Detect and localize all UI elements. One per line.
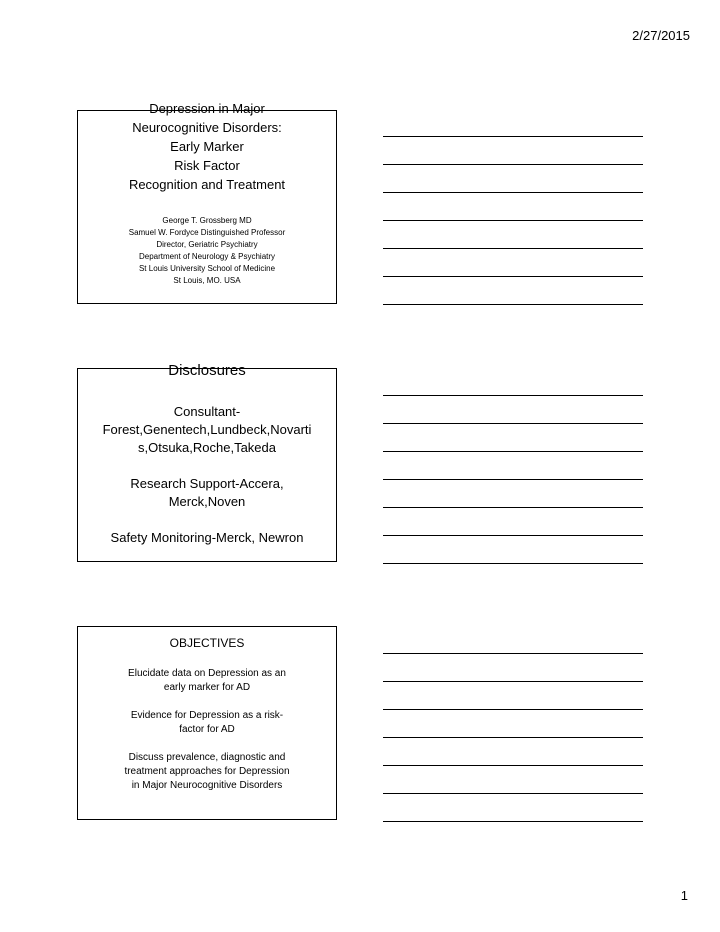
author-line: Director, Geriatric Psychiatry <box>156 240 258 249</box>
note-line <box>383 192 643 193</box>
research-line: Merck,Noven <box>168 494 246 509</box>
note-line <box>383 220 643 221</box>
note-line <box>383 248 643 249</box>
objective-line: treatment approaches for Depression <box>124 766 290 777</box>
note-line <box>383 276 643 277</box>
safety-line: Safety Monitoring-Merck, Newron <box>110 530 304 545</box>
author-line: St Louis, MO. USA <box>173 276 241 285</box>
spacer <box>98 737 316 751</box>
page-number: 1 <box>680 888 688 903</box>
note-line <box>383 304 643 305</box>
spacer <box>80 457 334 475</box>
note-line <box>383 507 643 508</box>
note-line <box>383 535 643 536</box>
note-line <box>383 164 643 165</box>
slide-2-body <box>80 403 334 547</box>
note-line <box>383 765 643 766</box>
note-line <box>383 737 643 738</box>
objective-line: Discuss prevalence, diagnostic and <box>128 752 286 763</box>
slide-2-disclosures <box>77 362 337 562</box>
slide-1-title-line: Recognition and Treatment <box>128 177 286 192</box>
slide-2-heading: Disclosures <box>168 362 246 379</box>
objective-line: Elucidate data on Depression as an <box>128 668 286 679</box>
slide-1-title <box>77 101 337 304</box>
note-line <box>383 821 643 822</box>
author-line: St Louis University School of Medicine <box>138 264 276 273</box>
slide-3-heading: OBJECTIVES <box>169 636 245 650</box>
slide-3-body <box>98 667 316 793</box>
consultant-line: Forest,Genentech,Lundbeck,Novarti <box>102 422 312 437</box>
note-line <box>383 653 643 654</box>
slide-3-objectives <box>77 626 337 820</box>
objective-line: Evidence for Depression as a risk- <box>130 710 284 721</box>
spacer <box>80 511 334 529</box>
slide-1-title-line: Risk Factor <box>174 158 240 173</box>
note-line <box>383 395 643 396</box>
note-line <box>383 479 643 480</box>
print-date: 2/27/2015 <box>632 28 690 43</box>
objective-line: in Major Neurocognitive Disorders <box>131 780 283 791</box>
note-line <box>383 793 643 794</box>
slide-1-title-line: Neurocognitive Disorders: <box>132 120 282 135</box>
research-line: Research Support-Accera, <box>130 476 284 491</box>
note-line <box>383 451 643 452</box>
consultant-line: s,Otsuka,Roche,Takeda <box>137 440 277 455</box>
slide-1-author-block <box>78 215 336 287</box>
note-line <box>383 563 643 564</box>
spacer <box>98 695 316 709</box>
author-line: Samuel W. Fordyce Distinguished Professor <box>128 228 286 237</box>
slide-1-heading <box>78 99 336 194</box>
objective-line: early marker for AD <box>163 682 251 693</box>
consultant-line: Consultant- <box>173 404 241 419</box>
author-line: Department of Neurology & Psychiatry <box>138 252 276 261</box>
slide-1-title-line: Early Marker <box>170 139 244 154</box>
note-line <box>383 136 643 137</box>
objective-line: factor for AD <box>179 724 235 735</box>
note-line <box>383 423 643 424</box>
note-line <box>383 681 643 682</box>
note-line <box>383 709 643 710</box>
slide-1-title-line: Depression in Major <box>149 101 265 116</box>
author-line: George T. Grossberg MD <box>162 216 252 225</box>
